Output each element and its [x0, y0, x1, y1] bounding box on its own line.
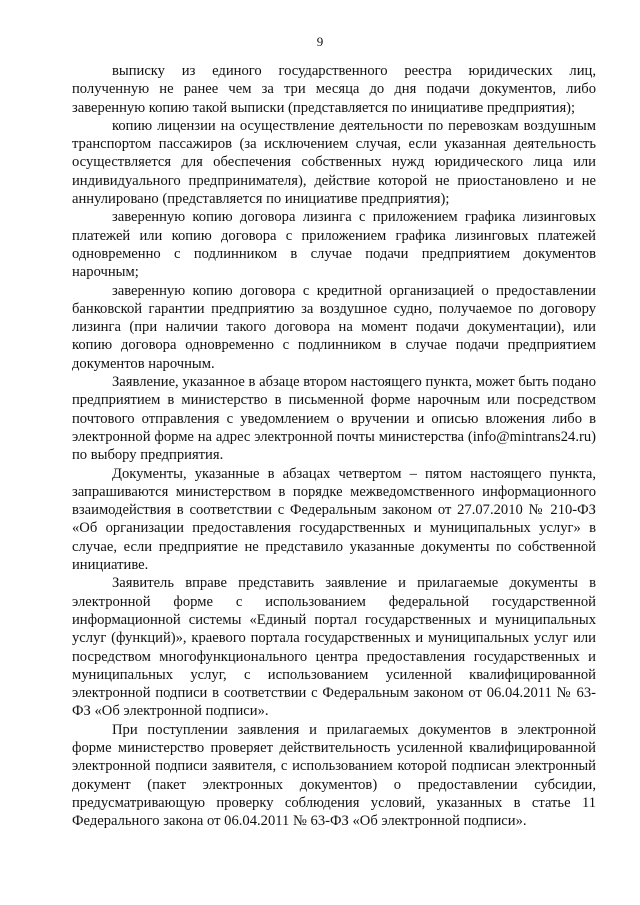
paragraph-leasing-contract: заверенную копию договора лизинга с приложением графика лизинговых платежей или копию договора с приложением графика лизинговых платежей одновременно с подлинником в случае подачи предприятием документов нарочным;: [72, 209, 596, 281]
page-number: 9: [316, 34, 324, 49]
paragraph-electronic-submission: Заявитель вправе представить заявление и прилагаемые документы в электронной форме с использованием федеральной государственной информационной системы «Единый портал государственных и муниципальных услуг (функций)», краевого портала государственных и муниципальных услуг или посредством многофункционального центра предоставления государственных и муниципальных услуг, с использованием усиленной квалифицированной электронной подписи в соответствии с Федеральным законом от 06.04.2011 № 63-ФЗ «Об электронной подписи».: [72, 575, 596, 720]
paragraph-application-submission: Заявление, указанное в абзаце втором настоящего пункта, может быть подано предприятием в министерство в письменной форме нарочным или посредством почтового отправления с уведомлением о вручении и описью вложения либо в электронной форме на адрес электронной почты министерства (info@mintrans24.ru) по выбору предприятия.: [72, 374, 596, 464]
paragraph-license-copy: копию лицензии на осуществление деятельности по перевозкам воздушным транспортом пассажиров (за исключением случая, если указанная деятельность осуществляется для обеспечения собственных нужд юридического лица или индивидуального предпринимателя), действие которой не приостановлено и не аннулировано (представляется по инициативе предприятия);: [72, 117, 596, 208]
paragraph-bank-guarantee: заверенную копию договора с кредитной организацией о предоставлении банковской гарантии предприятию за воздушное судно, получаемое по договору лизинга (при наличии такого договора на момент подачи документации), или копию договора одновременно с подлинником в случае подачи предприятием документов нарочным.: [72, 282, 596, 372]
paragraph-extract-registry: выписку из единого государственного реестра юридических лиц, полученную не ранее чем за три месяца до дня подачи документов, либо заверенную копию такой выписки (представляется по инициативе предприятия);: [72, 63, 596, 116]
paragraph-signature-check: При поступлении заявления и прилагаемых документов в электронной форме министерство проверяет действительность усиленной квалифицированной электронной подписи заявителя, с использованием которой подписан электронный документ (пакет электронных документов) о предоставлении субсидии, предусматривающую проверку соблюдения условий, указанных в статье 11 Федерального закона от 06.04.2011 № 63-ФЗ «Об электронной подписи».: [72, 721, 596, 830]
document-body: [72, 62, 596, 830]
paragraph-interagency-request: Документы, указанные в абзацах четвертом – пятом настоящего пункта, запрашиваются министерством в порядке межведомственного информационного взаимодействия в соответствии с Федеральным законом от 27.07.2010 № 210-ФЗ «Об организации предоставления государственных и муниципальных услуг» в случае, если предприятие не представило указанные документы по собственной инициативе.: [72, 465, 596, 574]
